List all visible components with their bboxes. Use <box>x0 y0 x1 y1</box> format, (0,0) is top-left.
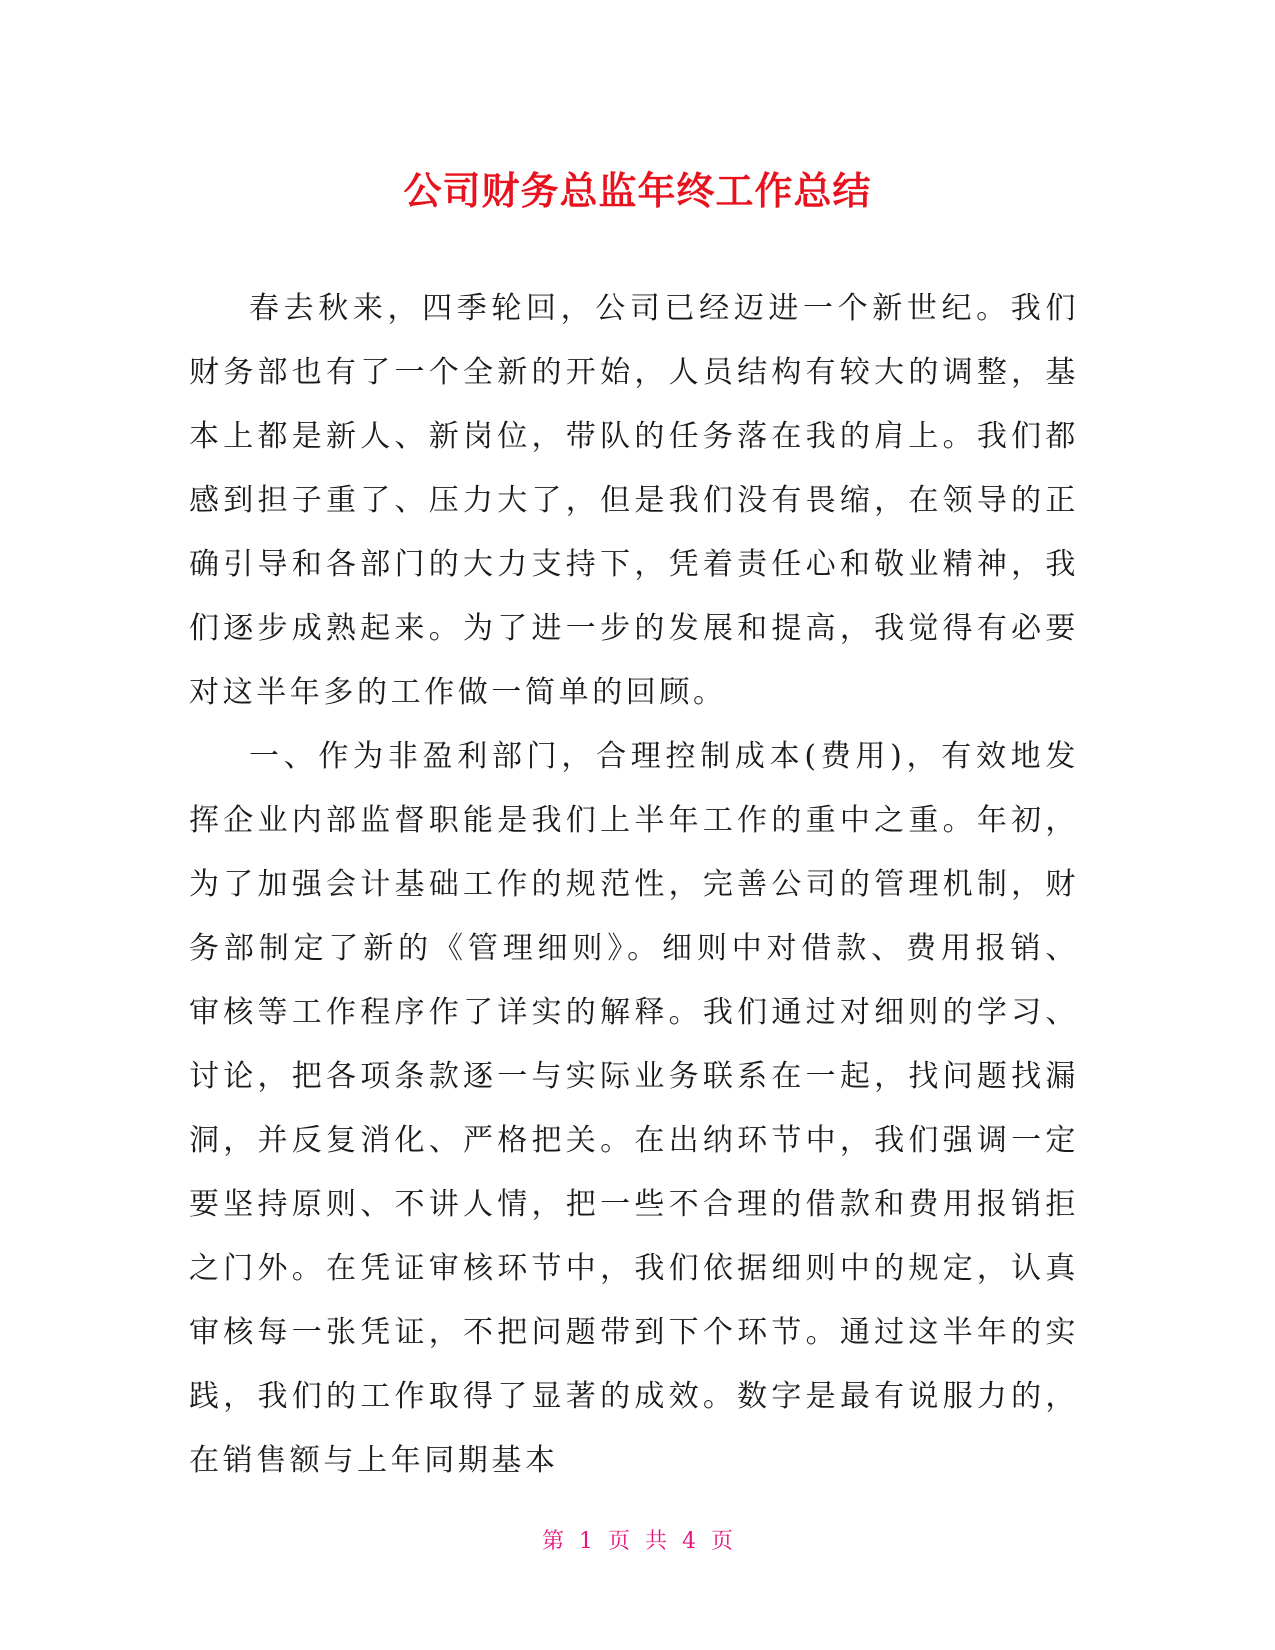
document-title: 公司财务总监年终工作总结 <box>403 169 872 213</box>
paragraph-section-one: 一、作为非盈利部门，合理控制成本(费用)，有效地发挥企业内部监督职能是我们上半年工作的重中之重。年初，为了加强会计基础工作的规范性，完善公司的管理机制，财务部制定了新的《管理细则》。细则中对借款、费用报销、审核等工作程序作了详实的解释。我们通过对细则的学习、讨论，把各项条款逐一与实际业务联系在一起，找问题找漏洞，并反复消化、严格把关。在出纳环节中，我们强调一定要坚持原则、不讲人情，把一些不合理的借款和费用报销拒之门外。在凭证审核环节中，我们依据细则中的规定，认真审核每一张凭证，不把问题带到下个环节。通过这半年的实践，我们的工作取得了显著的成效。数字是最有说服力的，在销售额与上年同期基本 <box>189 739 1079 1478</box>
document-body <box>189 277 1079 1493</box>
page-number-footer: 第 1 页 共 4 页 <box>542 1529 733 1554</box>
paragraph-intro: 春去秋来，四季轮回，公司已经迈进一个新世纪。我们财务部也有了一个全新的开始，人员结构有较大的调整，基本上都是新人、新岗位，带队的任务落在我的肩上。我们都感到担子重了、压力大了，但是我们没有畏缩，在领导的正确引导和各部门的大力支持下，凭着责任心和敬业精神，我们逐步成熟起来。为了进一步的发展和提高，我觉得有必要对这半年多的工作做一简单的回顾。 <box>189 291 1079 710</box>
